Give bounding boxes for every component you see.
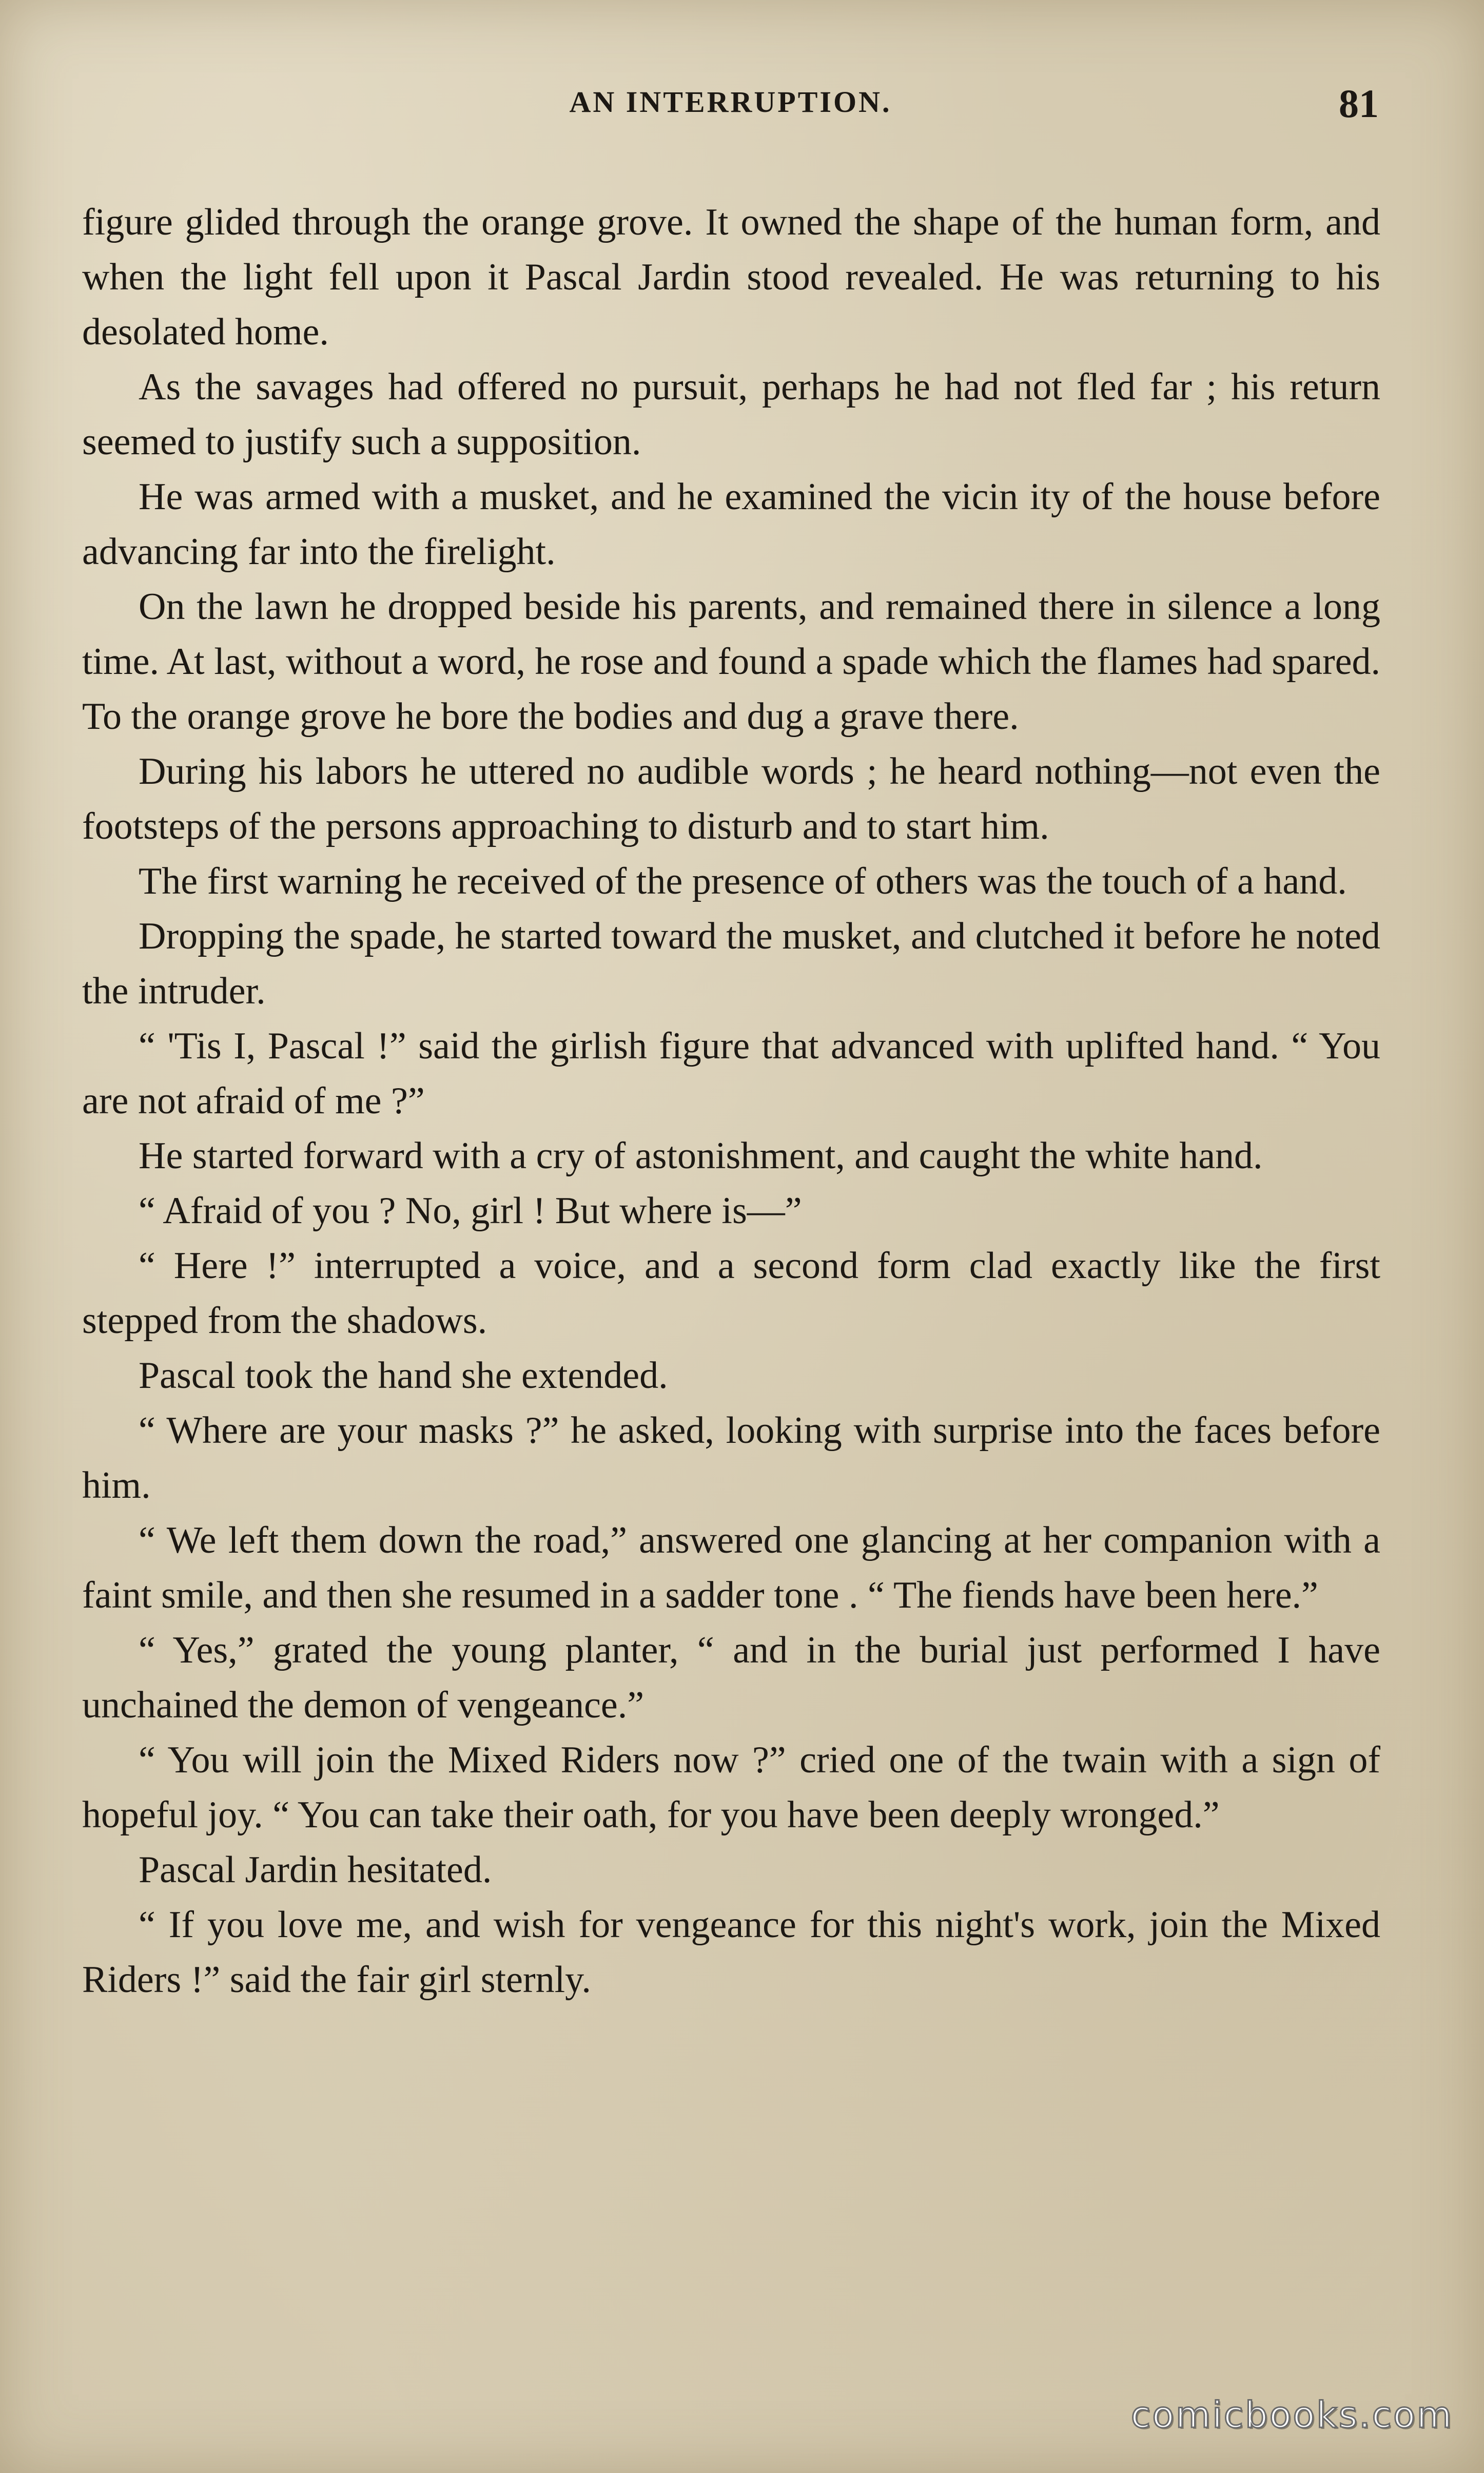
paragraph: “ Yes,” grated the young planter, “ and in the burial just performed I have unchained the demon of vengeance.” [82, 1629, 1380, 1726]
paragraph: The first warning he received of the presence of others was the touch of a hand. [139, 860, 1347, 902]
paragraph: As the savages had offered no pursuit, perhaps he had not fled far ; his return seemed to justify such a supposition. [82, 366, 1380, 463]
paragraph: “ You will join the Mixed Riders now ?” cried one of the twain with a sign of hopeful joy. “ You can take their oath, for you have been deeply wronged.” [82, 1739, 1380, 1836]
paragraph: figure glided through the orange grove. It owned the shape of the human form, and when the light fell upon it Pascal Jardin stood revealed. He was returning to his desolated home. [82, 201, 1380, 353]
paragraph: “ Where are your masks ?” he asked, looking with surprise into the faces before him. [82, 1409, 1380, 1506]
paragraph: “ Here !” interrupted a voice, and a second form clad exactly like the first stepped from the shadows. [82, 1245, 1380, 1342]
paragraph: He was armed with a musket, and he examined the vicin ity of the house before advancing far into the firelight. [82, 476, 1380, 573]
body-text [82, 195, 1380, 2007]
paragraph: Pascal took the hand she extended. [139, 1355, 668, 1397]
running-head: AN INTERRUPTION. [569, 85, 892, 119]
paragraph: On the lawn he dropped beside his parents, and remained there in silence a long time. At last, without a word, he rose and found a spade which the flames had spared. To the orange grove he bore the bodies and dug a grave there. [82, 586, 1380, 738]
paragraph: “ We left them down the road,” answered one glancing at her companion with a faint smile, and then she resumed in a sadder tone . “ The fiends have been here.” [82, 1519, 1380, 1616]
paragraph: “ If you love me, and wish for vengeance for this night's work, join the Mixed Riders !” said the fair girl sternly. [82, 1904, 1380, 2001]
watermark: comicbooks.com [1130, 2394, 1453, 2436]
paragraph: Pascal Jardin hesitated. [139, 1849, 492, 1891]
paragraph: During his labors he uttered no audible words ; he heard nothing—not even the footsteps of the persons approaching to disturb and to start him. [82, 750, 1380, 847]
paragraph: He started forward with a cry of astonishment, and caught the white hand. [139, 1135, 1263, 1177]
page-number: 81 [1339, 81, 1379, 126]
paragraph: Dropping the spade, he started toward the musket, and clutched it before he noted the intruder. [82, 915, 1380, 1012]
paragraph: “ 'Tis I, Pascal !” said the girlish figure that advanced with uplifted hand. “ You are not afraid of me ?” [82, 1025, 1380, 1122]
paragraph: “ Afraid of you ? No, girl ! But where is—” [139, 1190, 802, 1232]
page-header [82, 81, 1379, 136]
